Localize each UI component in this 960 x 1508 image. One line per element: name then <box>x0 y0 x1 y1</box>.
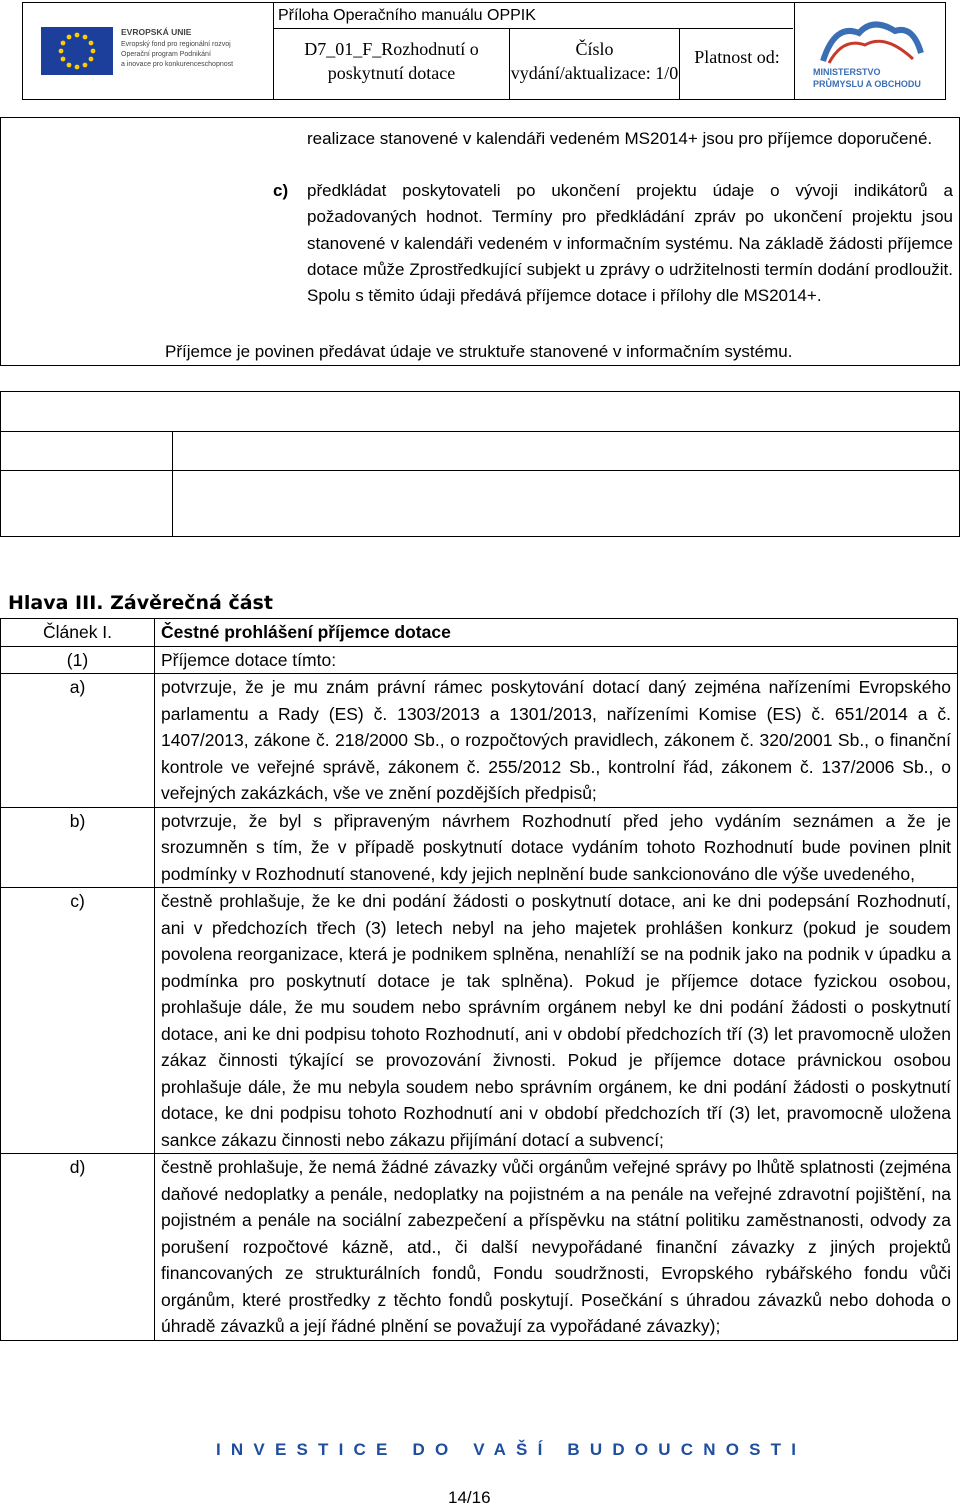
article-label: Článek I. <box>1 619 155 647</box>
eu-flag-icon <box>23 3 273 99</box>
table-row <box>1 1154 958 1341</box>
item-text: čestně prohlašuje, že ke dni podání žádosti o poskytnutí dotace, ani ke dni podepsání Rozhodnutí, ani v předchozích třech (3) letech nebyl na jeho majetek prohlášen konkurz (pokud je soudem povolena reorganizace, která je podnikem splněna, nenahlíží se na podnik jako na podnik v úpadku a podmínka pro poskytnutí dotace je tak splněna). Pokud je příjemce dotace fyzickou osobou, prohlašuje dále, že mu soudem nebo správním orgánem nebyl ke dni podání žádosti o poskytnutí dotace, ani ke dni podpisu tohoto Rozhodnutí, ani v období předchozích tří (3) let pravomocně uložen zákaz činnosti týkající se provozování živnosti. Pokud je příjemce dotace právnickou osobou prohlašuje dále, že mu nebyla soudem nebo správním orgánem, ke dni podání žádosti o poskytnutí dotace, ke dni podpisu tohoto Rozhodnutí ani v období předchozích tří (3) let, pravomocně uložena sankce zákazu činnosti nebo zákazu přijímání dotací a subvencí; <box>155 888 958 1154</box>
item-label: b) <box>1 807 155 888</box>
eu-logo <box>23 3 273 99</box>
item-text: čestně prohlašuje, že nemá žádné závazky vůči orgánům veřejné správy po lhůtě splatnosti (zejména daňové nedoplatky a penále, nedoplatky na pojistném a na penále na veřejné zdravotní pojištění, na pojistném a penále na sociální zabezpečení a příspěvku na státní politiku zaměstnanosti, odvody za porušení rozpočtové kázně, atd., či další nevypořádané finanční závazky z jiných projektů financovaných ze strukturálních fondů, Fondu soudržnosti, Evropského rybářského fondu vůči orgánům, které prostředky z těchto fondů poskytují. Posečkání s úhradou závazků nebo dohoda o úhradě závazků a její řádné plnění se považují za vypořádané závazky); <box>155 1154 958 1341</box>
table-divider <box>172 431 173 536</box>
section-heading: Hlava III. Závěrečná část <box>8 592 273 614</box>
version-label: Číslo vydání/aktualizace: 1/0 <box>509 29 679 99</box>
table-row <box>1 646 958 674</box>
ministry-logo-icon <box>795 3 945 99</box>
item-text: potvrzuje, že je mu znám právní rámec poskytování dotací daný zejména nařízeními Evropského parlamentu a Rady (ES) č. 1303/2013 a 1301/2013, nařízeními Komise (ES) č. 651/2014 a č. 1407/2013, zákone č. 218/2000 Sb., o rozpočtových pravidlech, zákonem č. 320/2001 Sb., o finanční kontrole ve veřejné správě, zákonem č. 255/2012 Sb., kontrolní řád, zákonem č. 137/2006 Sb., o veřejných zakázkách, vše ve znění pozdějších předpisů; <box>155 674 958 808</box>
item-label: c) <box>1 888 155 1154</box>
item-label: d) <box>1 1154 155 1341</box>
declaration-table <box>0 618 958 1341</box>
closing-statement: Příjemce je povinen předávat údaje ve struktuře stanovené v informačním systému. <box>165 342 793 361</box>
annex-title: Příloha Operačního manuálu OPPIK <box>273 3 793 29</box>
paragraph-continuation: realizace stanovené v kalendáři vedeném MS2014+ jsou pro příjemce doporučené. <box>307 129 933 148</box>
svg-text:Evropský fond pro regionální r: Evropský fond pro regionální rozvoj <box>121 41 231 48</box>
item-text: potvrzuje, že byl s připraveným návrhem Rozhodnutí před jeho vydáním seznámen a že je srozumněn s tím, že v případě poskytnutí dotace vydáním tohoto Rozhodnutí bude povinen plnit podmínky v Rozhodnutí stanovené, kdy jejich neplnění bude sankcionováno dle výše uvedeného, <box>155 807 958 888</box>
obligations-continuation-box <box>0 117 960 366</box>
table-row <box>1 888 958 1154</box>
svg-text:MINISTERSTVO: MINISTERSTVO <box>813 67 881 77</box>
svg-text:a inovace pro konkurenceschopn: a inovace pro konkurenceschopnost <box>121 61 234 68</box>
mpo-logo <box>794 3 945 99</box>
item-c-text-1: předkládat poskytovateli po ukončení projektu údaje o vývoji indikátorů a požadovaných hodnot. Termíny pro předkládání zpráv po ukončení projektu jsou stanovené v kalendáři vedeném v informačním systému. <box>307 181 953 253</box>
empty-table <box>0 391 960 537</box>
item-label: a) <box>1 674 155 808</box>
item-c <box>273 178 953 309</box>
page-number: 14/16 <box>448 1488 491 1507</box>
paragraph-text: Příjemce dotace tímto: <box>155 646 958 674</box>
item-c-label: c) <box>273 181 289 200</box>
table-row <box>1 674 958 808</box>
footer-motto: INVESTICE DO VAŠÍ BUDOUCNOSTI <box>216 1440 807 1459</box>
article-title: Čestné prohlášení příjemce dotace <box>155 619 958 647</box>
svg-text:EVROPSKÁ UNIE: EVROPSKÁ UNIE <box>121 27 192 37</box>
table-divider <box>1 431 959 432</box>
svg-text:PRŮMYSLU A OBCHODU: PRŮMYSLU A OBCHODU <box>813 79 921 89</box>
item-c-text-2: Na základě žádosti příjemce dotace může Zprostředkující subjekt u zprávy o udržitelnosti termín dodání prodloužit. Spolu s těmito údaji předává příjemce dotace i přílohy dle MS2014+. <box>307 233 953 306</box>
table-row <box>1 619 958 647</box>
table-divider <box>1 470 959 471</box>
table-row <box>1 807 958 888</box>
document-header <box>22 2 946 100</box>
valid-from-label: Platnost od: <box>679 29 795 99</box>
svg-text:Operační program Podnikání: Operační program Podnikání <box>121 51 211 58</box>
paragraph-label: (1) <box>1 646 155 674</box>
doc-code: D7_01_F_Rozhodnutí o poskytnutí dotace <box>273 29 509 99</box>
